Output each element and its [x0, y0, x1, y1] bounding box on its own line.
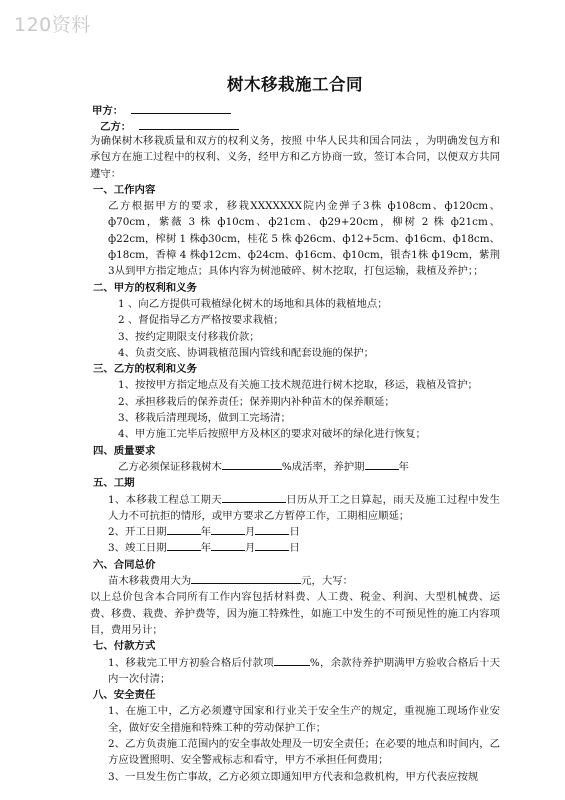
year-label: 年	[200, 526, 211, 539]
intro-paragraph: 为确保树木移栽质量和双方的权利义务，按照 中华人民共和国合同法 ，为明确发包方和承包方在施工过程中的权利、义务，经甲方和乙方协商一致，签订本合同，以便双方共同遵守：	[90, 135, 500, 180]
payment-text: 1、移栽完工甲方初验合格后付款项	[108, 656, 274, 669]
section-title: 五、工期	[93, 477, 135, 490]
party-b-label: 乙方：	[100, 121, 132, 133]
list-item: 4、负责交底、协调栽植范围内管线和配套设施的保护；	[118, 346, 374, 359]
watermark: 120资料	[14, 14, 91, 36]
section-title: 一、工作内容	[93, 183, 156, 196]
contract-body	[90, 133, 500, 785]
month-label: 月	[244, 542, 256, 555]
section-title: 七、付款方式	[93, 640, 156, 653]
start-year-blank[interactable]	[167, 524, 201, 535]
start-day-blank[interactable]	[255, 524, 289, 535]
list-item: 1、按按甲方指定地点及有关施工技术规范进行树木挖取，移运，栽植及管护；	[118, 379, 478, 392]
list-item: 1 、向乙方提供可栽植绿化树木的场地和具体的栽植地点；	[118, 297, 388, 310]
list-item: 4、甲方施工完毕后按照甲方及林区的要求对破坏的绿化进行恢复；	[118, 428, 426, 441]
day-label: 日	[289, 526, 300, 539]
section-title: 四、质量要求	[93, 444, 156, 457]
party-a-blank[interactable]	[131, 103, 231, 114]
cost-amount-blank[interactable]	[191, 573, 301, 584]
list-item: 3、按约定期限支付移栽价款；	[118, 330, 260, 343]
party-b-blank[interactable]	[139, 119, 239, 130]
section-paragraph: 乙方根据甲方的要求，移栽XXXXXXX院内金弹子3株 ф108cm、ф120cm、ф70cm，紫薇 3 株 ф10cm、ф21cm、ф29+20cm，柳树 2 株 ф21cm、ф22cm，榨树 1 株ф30cm，桂花 5 株 ф26cm、ф12+5cm、ф16cm、ф18cm、ф18cm，香樟 4 株ф12cm、ф24cm、ф16cm、ф10cm，银杏1株 ф19cm，紫荆3从到甲方指定地点；具体内容为树池破碎、树木挖取，打包运输，栽植及养护；；	[108, 200, 500, 278]
maintenance-years-blank[interactable]	[365, 459, 399, 470]
section-title: 八、安全责任	[93, 689, 156, 702]
total-days-blank[interactable]	[222, 492, 286, 503]
payment-percent-blank[interactable]	[274, 655, 310, 666]
list-item: 2 、督促指导乙方严格按要求栽植；	[118, 314, 284, 327]
cost-paragraph: 以上总价包含本合同所有工作内容包括材料费、人工费、税金、利润、大型机械费、运费、移费、栽费、养护费等，因为施工特殊性，如施工中发生的不可预见性的施工内容项目，费用另计；	[90, 591, 500, 636]
quality-text: 乙方必须保证移栽树木	[118, 460, 222, 473]
end-day-blank[interactable]	[255, 540, 289, 551]
schedule-text: 日历从开工之日算起，雨天及施工过程中发生人力不可抗拒的情形，或甲方要求乙方暂停工作，工期相应顺延；	[108, 493, 500, 522]
party-a-label: 甲方：	[92, 105, 124, 117]
section-title: 三、乙方的权利和义务	[93, 363, 197, 376]
end-date-label: 3、竣工日期	[108, 542, 167, 555]
list-item: 2、乙方负责施工范围内的安全事故处理及一切安全责任；在必要的地点和时间内，乙方应设置照明、安全警戒标志和看守，甲方不承担任何费用；	[108, 737, 500, 767]
list-item: 1、在施工中，乙方必须遵守国家和行业关于安全生产的规定，重视施工现场作业安全，做好安全措施和特殊工种的劳动保护工作；	[108, 705, 500, 734]
year-label: 年	[200, 542, 211, 555]
quality-line	[90, 459, 500, 475]
quality-text: %成活率，养护期	[281, 460, 365, 473]
party-a-row	[92, 103, 231, 119]
month-label: 月	[244, 526, 256, 539]
cost-text: 苗木移栽费用大为	[108, 575, 192, 588]
payment-text: %，余款待养护期满甲方验收合格后十天内一次付清；	[108, 656, 501, 685]
day-label: 日	[289, 542, 300, 555]
end-year-blank[interactable]	[167, 540, 201, 551]
survival-rate-blank[interactable]	[222, 459, 282, 470]
payment-paragraph	[90, 655, 500, 688]
schedule-paragraph	[90, 492, 500, 525]
list-item: 2、承担移栽后的保养责任；保养期内补种苗木的保养顺延；	[118, 395, 395, 408]
list-item: 3、一旦发生伤亡事故，乙方必须立即通知甲方代表和急救机构，甲方代表应按规	[108, 770, 479, 783]
cost-line	[90, 573, 500, 589]
list-item: 3、移栽后清理现场，做到工完场清；	[118, 412, 291, 425]
start-date-line	[90, 524, 500, 540]
schedule-text: 1、本移栽工程总工期天	[108, 493, 222, 506]
start-date-label: 2、开工日期	[108, 526, 167, 539]
section-title: 六、合同总价	[93, 558, 156, 571]
start-month-blank[interactable]	[211, 524, 245, 535]
section-title: 二、甲方的权利和义务	[93, 281, 197, 294]
end-date-line	[90, 540, 500, 556]
end-month-blank[interactable]	[211, 540, 245, 551]
cost-text: 元，大写：	[301, 575, 354, 588]
quality-text: 年	[398, 460, 409, 473]
page-title: 树木移栽施工合同	[227, 75, 363, 94]
